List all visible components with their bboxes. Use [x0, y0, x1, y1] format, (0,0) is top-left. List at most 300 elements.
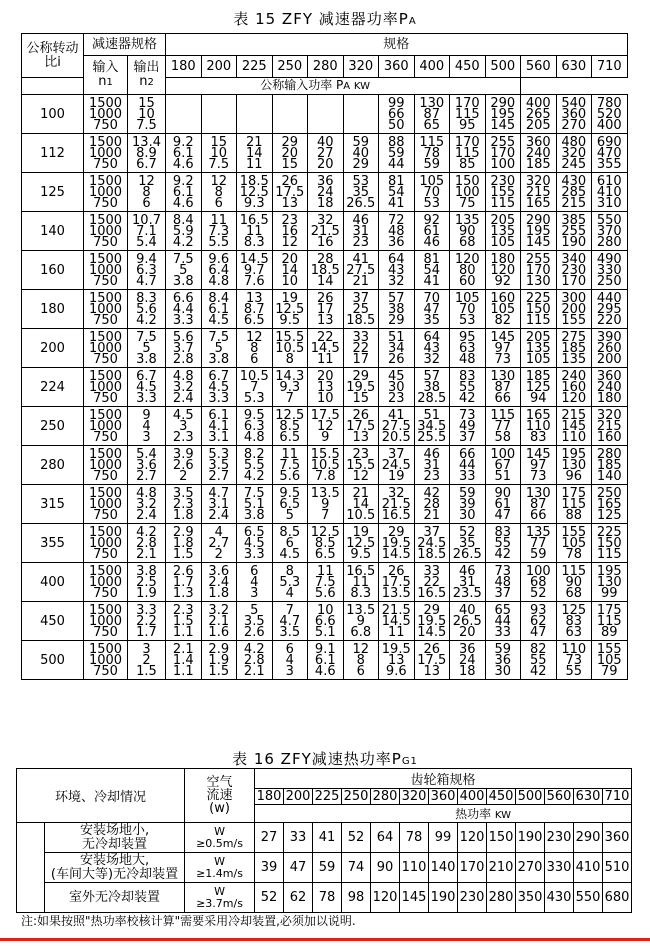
- table-row: [22, 563, 628, 602]
- power-cell: 130 87 65: [414, 95, 450, 134]
- size-col-header: 360: [429, 789, 458, 805]
- power-cell: 5.3 3.5 2.7: [201, 446, 237, 485]
- size-col-header: 560: [545, 789, 574, 805]
- table-row: [22, 290, 628, 329]
- power-cell: 4.2 2.8 2.1: [237, 641, 273, 680]
- ratio-cell: 100: [22, 95, 84, 134]
- size-col-header: 250: [272, 56, 308, 78]
- power-cell: 12 8 6: [201, 173, 237, 212]
- power-cell: 33 22 17: [343, 329, 379, 368]
- input-speed-cell: 1500 1000 750: [84, 173, 128, 212]
- size-col-header: 280: [308, 56, 344, 78]
- size-col-header: 360: [379, 56, 415, 78]
- power-cell: 145 97 73: [485, 329, 521, 368]
- power-cell: 36 24 18: [450, 641, 486, 680]
- power-cell: 29 19.5 14.5: [379, 524, 415, 563]
- size-col-header: 710: [603, 789, 632, 805]
- power-cell: 8.4 5.9 4.2: [166, 212, 202, 251]
- size-col-header: 710: [592, 56, 628, 78]
- power-cell: 160 105 82: [485, 290, 521, 329]
- power-cell: 57 38 28.5: [414, 368, 450, 407]
- power-cell: 6.5 4.5 3.3: [237, 524, 273, 563]
- power-cell: 240 160 120: [556, 368, 592, 407]
- power-cell: 26 17 13: [308, 290, 344, 329]
- power-cell: 320 215 165: [521, 173, 557, 212]
- power-cell: 29 19.5 15: [343, 368, 379, 407]
- heat-power-cell: 52: [342, 823, 371, 853]
- power-cell: 81 54 41: [414, 251, 450, 290]
- table-row: [17, 853, 632, 883]
- power-cell: 205 135 105: [485, 212, 521, 251]
- power-cell: 100 67 51: [485, 446, 521, 485]
- heat-label: 热功率: [455, 807, 492, 821]
- heat-power-cell: 410: [574, 853, 603, 883]
- power-cell: 20 13 10: [308, 368, 344, 407]
- heat-power-cell: 330: [545, 853, 574, 883]
- power-cell: 14.5 9.7 7.6: [237, 251, 273, 290]
- power-cell: 32 21.5 16.5: [379, 485, 415, 524]
- power-cell: 135 77 59: [521, 524, 557, 563]
- power-cell: 7.5 5.1 3.8: [237, 485, 273, 524]
- power-cell: 12.5 8.5 6.5: [272, 407, 308, 446]
- power-cell: 51 34.5 25.5: [414, 407, 450, 446]
- power-cell: [308, 95, 344, 134]
- power-cell: 37 24.5 18.5: [414, 524, 450, 563]
- power-cell: 46 31 23.5: [450, 563, 486, 602]
- heat-power-cell: 110: [400, 853, 429, 883]
- power-cell: 9.5 6.5 5: [272, 485, 308, 524]
- output-speed-cell: 9 4 3: [128, 407, 166, 446]
- heat-power-cell: 210: [487, 853, 516, 883]
- footnote: 注:如果按照"热功率校核计算"需要采用冷却装置,必须加以说明.: [21, 914, 356, 928]
- power-cell: 9.5 6.3 4.8: [237, 407, 273, 446]
- power-cell: 12.5 8.5 6.5: [308, 524, 344, 563]
- power-cell: 390 260 200: [592, 329, 628, 368]
- power-cell: 41 27.5 20.5: [379, 407, 415, 446]
- power-cell: 81 54 41: [379, 173, 415, 212]
- power-cell: 65 44 33: [485, 602, 521, 641]
- size-header: 规格: [166, 34, 628, 56]
- power-cell: 540 360 270: [556, 95, 592, 134]
- input-speed-cell: 1500 1000 750: [84, 95, 128, 134]
- power-cell: 2.9 1.9 1.5: [201, 641, 237, 680]
- power-cell: 15 10 7.5: [201, 134, 237, 173]
- power-cell: 8 5.3 4: [272, 563, 308, 602]
- size-col-header: 225: [313, 789, 342, 805]
- heat-power-cell: 230: [458, 883, 487, 913]
- heat-power-cell: 170: [458, 853, 487, 883]
- power-cell: 26 17.5 13: [343, 407, 379, 446]
- ratio-cell: 140: [22, 212, 84, 251]
- heat-power-cell: 39: [255, 853, 284, 883]
- power-cell: 360 240 180: [592, 368, 628, 407]
- power-cell: 17.5 12 9: [308, 407, 344, 446]
- power-cell: 53 35 26.5: [343, 173, 379, 212]
- power-cell: 9.2 6.1 4.6: [166, 134, 202, 173]
- condition-cell: 室外无冷却装置: [45, 883, 185, 913]
- table-row: [22, 368, 628, 407]
- power-cell: 21 14 10.5: [343, 485, 379, 524]
- power-cell: 19 12.5 9.5: [343, 524, 379, 563]
- power-cell: 610 410 310: [592, 173, 628, 212]
- table15-title: [0, 8, 650, 29]
- table16-title: [0, 748, 650, 769]
- power-cell: 93 62 47: [521, 602, 557, 641]
- heat-header: [255, 805, 632, 823]
- power-cell: 2.6 1.7 1.3: [166, 563, 202, 602]
- power-cell: 83 55 42: [450, 368, 486, 407]
- condition-cell: 安装场地大, (车间大等)无冷却装置: [45, 853, 185, 883]
- output-speed-cell: 3.3 2.2 1.7: [128, 602, 166, 641]
- power-cell: 225 150 115: [592, 524, 628, 563]
- heat-power-cell: 78: [400, 823, 429, 853]
- air-speed-cell: W ≥3.7m/s: [185, 883, 255, 913]
- power-cell: 780 520 400: [592, 95, 628, 134]
- output-speed-cell: 3 2 1.5: [128, 641, 166, 680]
- input-speed-cell: 1500 1000 750: [84, 329, 128, 368]
- power-cell: 6.7 4.5 3.3: [201, 368, 237, 407]
- power-cell: 29 20 15: [272, 134, 308, 173]
- power-cell: 205 135 105: [521, 329, 557, 368]
- size-col-header: 450: [450, 56, 486, 78]
- power-cell: 195 130 96: [556, 446, 592, 485]
- heat-power-cell: 145: [400, 883, 429, 913]
- red-divider: [0, 938, 650, 941]
- table15-title-sub: A: [408, 16, 417, 27]
- power-cell: 21 14 11: [237, 134, 273, 173]
- power-cell: 40 27 20: [308, 134, 344, 173]
- power-cell: 12 8 6: [237, 329, 273, 368]
- heat-power-cell: 59: [313, 853, 342, 883]
- power-cell: 45 30 23: [379, 368, 415, 407]
- power-cell: 385 255 190: [556, 212, 592, 251]
- power-cell: 6 4 3: [237, 563, 273, 602]
- power-cell: 64 43 32: [379, 251, 415, 290]
- air-speed-cell: W ≥0.5m/s: [185, 823, 255, 853]
- power-cell: 23 15.5 12: [343, 446, 379, 485]
- power-cell: 26 17.5 13: [272, 173, 308, 212]
- power-cell: 37 25 18.5: [343, 290, 379, 329]
- power-cell: 59 39 30: [450, 485, 486, 524]
- power-cell: 230 155 115: [485, 173, 521, 212]
- power-cell: 255 170 130: [521, 251, 557, 290]
- heat-power-cell: 27: [255, 823, 284, 853]
- table16-title-sub: G1: [401, 756, 418, 767]
- power-cell: 13.5 9 7: [308, 485, 344, 524]
- power-cell: 170 115 85: [450, 134, 486, 173]
- power-cell: 83 55 42: [485, 524, 521, 563]
- output-speed-cell: 7.5 5 3.8: [128, 329, 166, 368]
- power-cell: 9.2 6.1 4.6: [166, 173, 202, 212]
- heat-power-cell: 90: [371, 853, 400, 883]
- table-row: [22, 173, 628, 212]
- heat-power-table: [16, 768, 632, 913]
- power-cell: 42 28 21: [414, 485, 450, 524]
- power-cell: 155 105 79: [592, 641, 628, 680]
- power-cell: 99 66 50: [379, 95, 415, 134]
- power-cell: 105 70 53: [414, 173, 450, 212]
- power-cell: 4.7 3.1 2.4: [201, 485, 237, 524]
- power-sub: A: [343, 81, 351, 92]
- air-header: 空气 流速 (w): [185, 769, 255, 823]
- power-cell: 16.5 11 8.3: [237, 212, 273, 251]
- condition-cell: 安装场地小, 无冷却装置: [45, 823, 185, 853]
- table-row: [22, 134, 628, 173]
- power-cell: 29 19.5 14.5: [414, 602, 450, 641]
- input-speed-cell: 1500 1000 750: [84, 641, 128, 680]
- power-cell: 73 48 37: [485, 563, 521, 602]
- power-cell: 40 26.5 20: [450, 602, 486, 641]
- heat-power-cell: 150: [487, 823, 516, 853]
- size-col-header: 200: [201, 56, 237, 78]
- size-col-header: 500: [485, 56, 521, 78]
- power-cell: 6 4 3: [272, 641, 308, 680]
- power-cell: [201, 95, 237, 134]
- heat-unit: KW: [494, 810, 512, 821]
- power-cell: 340 230 170: [556, 251, 592, 290]
- input-speed-cell: 1500 1000 750: [84, 563, 128, 602]
- heat-power-cell: 62: [284, 883, 313, 913]
- table-row: [22, 641, 628, 680]
- power-cell: 170 115 95: [450, 95, 486, 134]
- ratio-header: 公称转动比i: [22, 34, 84, 78]
- ratio-cell: 500: [22, 641, 84, 680]
- heat-power-cell: 140: [429, 853, 458, 883]
- power-cell: 115 90 68: [556, 563, 592, 602]
- power-cell: 120 80 60: [450, 251, 486, 290]
- input-speed-cell: 1500 1000 750: [84, 290, 128, 329]
- power-cell: 57 38 29: [379, 290, 415, 329]
- heat-power-cell: 120: [371, 883, 400, 913]
- power-cell: 36 24 18: [308, 173, 344, 212]
- ratio-cell: 180: [22, 290, 84, 329]
- size-col-header: 180: [166, 56, 202, 78]
- power-header: [22, 78, 521, 95]
- output-speed-cell: 12 8 6: [128, 173, 166, 212]
- size-col-header: 450: [487, 789, 516, 805]
- power-cell: 7 4.7 3.5: [272, 602, 308, 641]
- power-cell: 145 97 73: [521, 446, 557, 485]
- power-cell: 23 16 12: [272, 212, 308, 251]
- power-cell: 2.9 1.8 1.5: [166, 524, 202, 563]
- power-cell: 135 90 68: [450, 212, 486, 251]
- heat-power-cell: 550: [574, 883, 603, 913]
- heat-power-cell: 190: [516, 823, 545, 853]
- ratio-cell: 400: [22, 563, 84, 602]
- output-speed-cell: 13.4 8.9 6.7: [128, 134, 166, 173]
- power-cell: 175 115 89: [592, 602, 628, 641]
- power-cell: 59 40 29: [343, 134, 379, 173]
- power-cell: 19 12.5 9.5: [272, 290, 308, 329]
- power-cell: 11 7.3 5.5: [201, 212, 237, 251]
- heat-power-cell: 360: [603, 823, 632, 853]
- power-cell: 130 87 66: [485, 368, 521, 407]
- power-cell: 46 31 23: [414, 446, 450, 485]
- power-cell: 59 36 30: [485, 641, 521, 680]
- power-cell: 150 100 75: [450, 173, 486, 212]
- power-cell: 26 17.5 13.5: [379, 563, 415, 602]
- power-cell: 15.5 10.5 7.8: [308, 446, 344, 485]
- power-cell: 275 185 135: [556, 329, 592, 368]
- ratio-cell: 224: [22, 368, 84, 407]
- power-cell: 165 110 83: [521, 407, 557, 446]
- output-speed-cell: 15 10 7.5: [128, 95, 166, 134]
- ratio-cell: 450: [22, 602, 84, 641]
- ratio-cell: 112: [22, 134, 84, 173]
- table-row: [22, 212, 628, 251]
- heat-power-cell: 680: [603, 883, 632, 913]
- heat-power-cell: 52: [255, 883, 284, 913]
- power-cell: 51 34 26: [379, 329, 415, 368]
- power-cell: 22 14.5 11: [308, 329, 344, 368]
- power-cell: 11 7.5 5.6: [272, 446, 308, 485]
- output-speed-cell: 6.7 4.5 3.3: [128, 368, 166, 407]
- ratio-cell: 125: [22, 173, 84, 212]
- power-unit: KW: [353, 81, 371, 92]
- power-cell: 255 170 100: [485, 134, 521, 173]
- input-speed-cell: 1500 1000 750: [84, 251, 128, 290]
- heat-power-cell: 290: [574, 823, 603, 853]
- power-cell: 3.6 2.4 1.8: [201, 563, 237, 602]
- power-cell: 280 185 140: [592, 446, 628, 485]
- ratio-cell: 160: [22, 251, 84, 290]
- size-col-header: 250: [342, 789, 371, 805]
- power-cell: 12 8 6: [343, 641, 379, 680]
- power-cell: [343, 95, 379, 134]
- input-sub: 1: [106, 76, 113, 88]
- input-speed-cell: 1500 1000 750: [84, 602, 128, 641]
- power-cell: 490 330 250: [592, 251, 628, 290]
- heat-power-cell: 74: [342, 853, 371, 883]
- power-cell: 180 120 92: [485, 251, 521, 290]
- power-cell: 64 43 32: [414, 329, 450, 368]
- power-cell: 41 27.5 21: [343, 251, 379, 290]
- power-cell: [237, 95, 273, 134]
- power-cell: 185 125 94: [521, 368, 557, 407]
- power-cell: 20 14 10: [272, 251, 308, 290]
- input-speed-cell: 1500 1000 750: [84, 485, 128, 524]
- power-cell: 690 470 355: [592, 134, 628, 173]
- power-cell: 480 320 245: [556, 134, 592, 173]
- spec-header: 减速器规格: [84, 34, 166, 56]
- input-speed-cell: 1500 1000 750: [84, 212, 128, 251]
- size-col-header: 630: [556, 56, 592, 78]
- power-cell: 4 2.7 2: [201, 524, 237, 563]
- table-row: [22, 524, 628, 563]
- power-cell: 37 24.5 19: [379, 446, 415, 485]
- size-col-header: 280: [371, 789, 400, 805]
- power-cell: 32 21.5 16: [308, 212, 344, 251]
- input-label: 输入 n: [92, 59, 119, 89]
- power-cell: 130 87 66: [521, 485, 557, 524]
- power-cell: 290 195 145: [485, 95, 521, 134]
- power-cell: 13.5 9 6.8: [343, 602, 379, 641]
- size-col-header: 200: [284, 789, 313, 805]
- power-cell: 92 61 46: [414, 212, 450, 251]
- power-cell: 15.5 10.5 8: [272, 329, 308, 368]
- heat-power-cell: 78: [313, 883, 342, 913]
- power-cell: 440 295 220: [592, 290, 628, 329]
- power-cell: 82 55 42: [521, 641, 557, 680]
- power-cell: 4.8 3.2 2.4: [166, 368, 202, 407]
- power-cell: 33 22 16.5: [414, 563, 450, 602]
- power-label: 公称输入功率 P: [260, 78, 344, 92]
- power-cell: 215 145 110: [556, 407, 592, 446]
- blank-cell: [17, 823, 45, 913]
- power-cell: 9.6 6.4 4.8: [201, 251, 237, 290]
- env-header: 环境、冷却情况: [17, 769, 185, 823]
- table-row: [22, 407, 628, 446]
- power-cell: 175 115 88: [556, 485, 592, 524]
- table16-title-text: 表 16 ZFY减速热功率P: [232, 750, 402, 768]
- power-cell: 52 35 26.5: [450, 524, 486, 563]
- output-speed-cell: 5.4 3.6 2.7: [128, 446, 166, 485]
- power-cell: 3.2 2.1 1.6: [201, 602, 237, 641]
- power-cell: 14.3 9.3 7: [272, 368, 308, 407]
- power-cell: 2.3 1.5 1.1: [166, 602, 202, 641]
- heat-power-cell: 280: [487, 883, 516, 913]
- size-col-header: 500: [516, 789, 545, 805]
- power-cell: 7.5 5 3.8: [166, 251, 202, 290]
- size-col-header: 560: [521, 56, 557, 78]
- table15-title-text: 表 15 ZFY 减速器功率P: [233, 10, 409, 28]
- table-row: [22, 485, 628, 524]
- output-speed-cell: 10.7 7.1 5.4: [128, 212, 166, 251]
- power-cell: 88 59 44: [379, 134, 415, 173]
- heat-power-cell: 64: [371, 823, 400, 853]
- heat-power-cell: 33: [284, 823, 313, 853]
- power-cell: 10.5 7 5.3: [237, 368, 273, 407]
- table-row: [22, 602, 628, 641]
- table-row: [22, 446, 628, 485]
- table-row: [22, 329, 628, 368]
- output-sub: 2: [147, 76, 154, 88]
- power-cell: 3.9 2.6 2: [166, 446, 202, 485]
- ratio-cell: 315: [22, 485, 84, 524]
- power-cell: 5 3.5 2.6: [237, 602, 273, 641]
- input-speed-cell: 1500 1000 750: [84, 134, 128, 173]
- table-row: [22, 251, 628, 290]
- power-cell: 21.5 14.5 11: [379, 602, 415, 641]
- power-cell: 100 68 52: [521, 563, 557, 602]
- size-col-header: 180: [255, 789, 284, 805]
- power-cell: 70 47 35: [414, 290, 450, 329]
- power-cell: 19.5 13 9.6: [379, 641, 415, 680]
- heat-power-cell: 190: [429, 883, 458, 913]
- power-cell: 105 70 53: [450, 290, 486, 329]
- power-cell: 95 63 48: [450, 329, 486, 368]
- heat-power-cell: 270: [516, 853, 545, 883]
- power-cell: 10 6.6 5.1: [308, 602, 344, 641]
- power-cell: 16.5 11 8.3: [343, 563, 379, 602]
- power-cell: 7.5 5 3.8: [201, 329, 237, 368]
- power-cell: 5.6 3.7 2.8: [166, 329, 202, 368]
- gear-header: 齿轮箱规格: [255, 769, 632, 789]
- power-cell: 115 77 58: [485, 407, 521, 446]
- power-cell: 400 265 205: [521, 95, 557, 134]
- power-cell: [166, 95, 202, 134]
- power-cell: [272, 95, 308, 134]
- heat-power-cell: 230: [545, 823, 574, 853]
- power-cell: 3.5 2.3 1.8: [166, 485, 202, 524]
- power-cell: 18.5 12.5 9.3: [237, 173, 273, 212]
- power-cell: 8.2 5.5 4.2: [237, 446, 273, 485]
- heat-power-cell: 430: [545, 883, 574, 913]
- size-col-header: 320: [400, 789, 429, 805]
- power-cell: 225 150 115: [521, 290, 557, 329]
- size-col-header: 320: [343, 56, 379, 78]
- size-col-header: 400: [414, 56, 450, 78]
